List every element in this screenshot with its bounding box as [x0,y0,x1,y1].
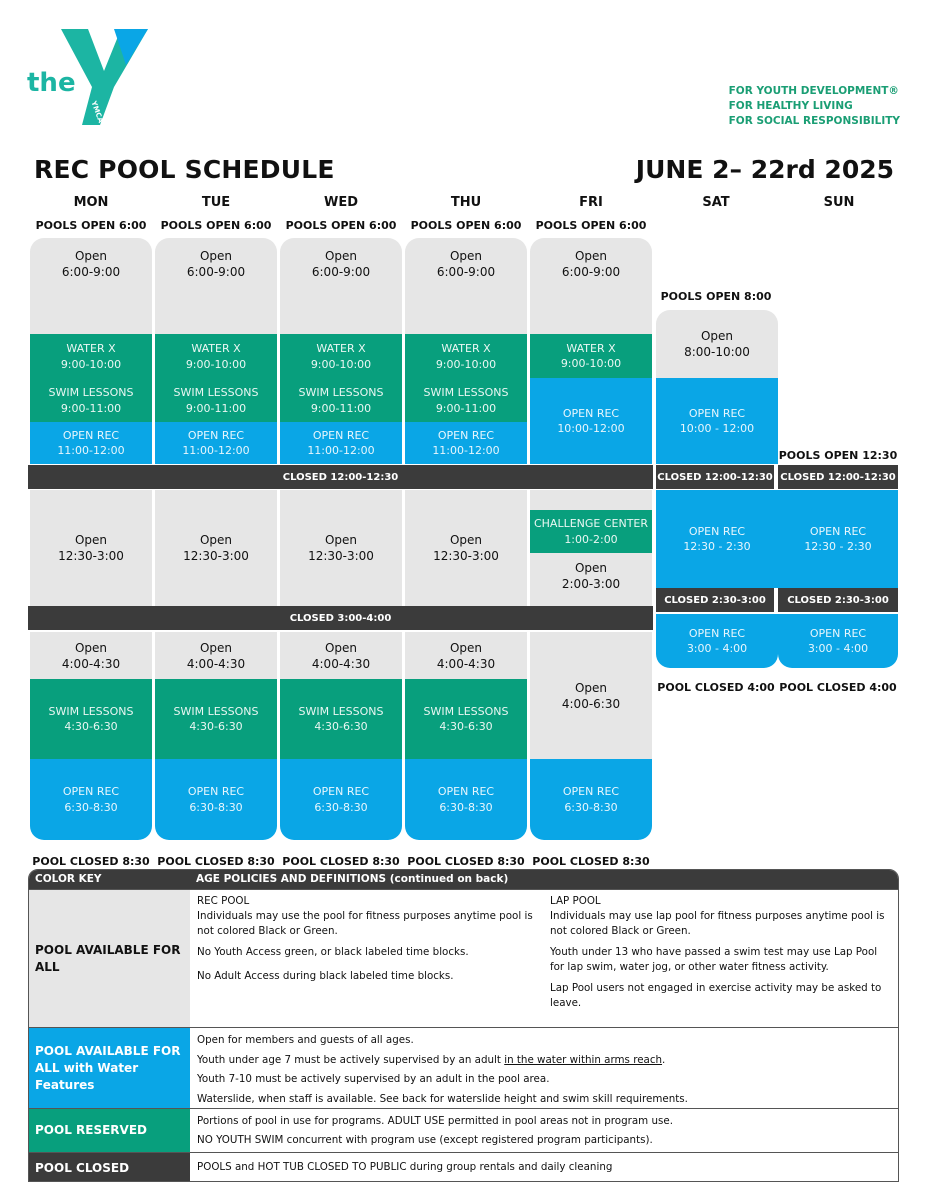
block-title: SWIM LESSONS [423,386,509,399]
policy-line: Youth under 13 who have passed a swim test may use Lap Pool for lap swim, water jog, or other water fitness activity. [550,946,878,973]
schedule-column-mon [30,238,152,840]
closed-policy [197,1160,887,1175]
block-time: 9:00-10:00 [435,357,497,371]
schedule-block-challenge-center [530,510,652,553]
pool-closed-label: POOL CLOSED 8:30 [532,855,650,868]
pool-closed-label: POOL CLOSED 4:00 [657,681,775,694]
closed-bar-noon-sat: CLOSED 12:00-12:30 [656,465,774,489]
policy-line: Open for members and guests of all ages. [197,1034,414,1046]
block-title: Open [74,249,108,263]
block-time: 4:00-4:30 [436,656,496,671]
key-header [29,870,898,889]
day-header-fri: FRI [579,195,603,210]
schedule-block-open [155,490,277,606]
closed-bar-noon-sun: CLOSED 12:00-12:30 [778,465,898,489]
block-time: 6:00-9:00 [311,265,371,279]
block-title: Open [74,533,108,547]
block-title: Open [449,640,483,655]
block-title: OPEN REC [688,524,746,538]
schedule-block-open [405,490,527,606]
policy-line: NO YOUTH SWIM concurrent with program use (except registered program participants). [197,1134,653,1146]
pools-open-label: POOLS OPEN 12:30 [778,449,898,462]
schedule-block-water-x [280,334,402,379]
block-title: OPEN REC [187,428,245,442]
schedule-block-open-rec [30,422,152,464]
policy-line: Youth 7-10 must be actively supervised by an adult in the pool area. [197,1073,550,1085]
policy-line: No Adult Access during black labeled time blocks. [197,970,454,982]
block-time: 11:00-12:00 [432,444,500,457]
lap-pool-title: LAP POOL [550,895,601,907]
block-time: 6:30-8:30 [64,800,118,814]
block-title: SWIM LESSONS [298,704,384,718]
block-time: 6:30-8:30 [564,800,618,814]
block-time: 12:30-3:00 [58,549,124,563]
block-time: 9:00-10:00 [185,357,247,371]
date-range: JUNE 2– 22rd 2025 [635,155,894,184]
schedule-block-open [530,632,652,759]
rec-pool-title: REC POOL [197,895,250,907]
block-time: 6:30-8:30 [314,800,368,814]
schedule-block-swim-lessons [155,379,277,422]
schedule-block-open-rec [778,490,898,588]
block-time: 9:00-10:00 [560,357,622,370]
block-title: WATER X [566,341,616,355]
block-time: 2:00-3:00 [561,577,621,591]
block-title: OPEN REC [688,626,746,640]
schedule-block-open [280,238,402,334]
schedule-block-swim-lessons [30,379,152,422]
block-title: SWIM LESSONS [298,386,384,399]
schedule-block-open-rec [405,759,527,840]
schedule-block-open [280,490,402,606]
schedule-block-water-x [530,334,652,378]
key-swatch-closed: POOL CLOSED [29,1153,190,1182]
tagline-line: FOR YOUTH DEVELOPMENT® [728,85,899,97]
pools-open-label: POOLS OPEN 6:00 [160,219,272,232]
day-header-sun: SUN [823,195,855,210]
closed-bar-noon: CLOSED 12:00-12:30 [28,465,653,489]
block-title: Open [324,249,358,263]
block-title: OPEN REC [312,785,370,798]
policy-period: . [662,1053,666,1066]
block-title: OPEN REC [312,428,370,442]
schedule-block-open [155,632,277,679]
block-time: 12:30 - 2:30 [804,540,872,553]
key-row-reserved [29,1108,898,1152]
schedule-block-open [30,632,152,679]
block-title: OPEN REC [187,785,245,798]
block-time: 4:00-4:30 [61,656,121,671]
water-features-policy [197,1031,887,1109]
schedule-block-swim-lessons [280,379,402,422]
block-time: 10:00-12:00 [557,422,625,435]
block-time: 6:00-9:00 [186,265,246,279]
pool-closed-label: POOL CLOSED 8:30 [32,855,150,868]
block-time: 1:00-2:00 [564,532,618,546]
schedule-column-tue [155,238,277,840]
block-title: SWIM LESSONS [423,704,509,718]
block-title: SWIM LESSONS [173,704,259,718]
schedule-block-open-rec [530,378,652,464]
pool-closed-label: POOL CLOSED 8:30 [407,855,525,868]
schedule-block-swim-lessons [405,679,527,759]
block-title: Open [74,640,108,655]
schedule-block-open-rec [30,759,152,840]
day-header-thu: THU [450,195,482,210]
block-title: CHALLENGE CENTER [533,517,649,530]
block-time: 4:30-6:30 [189,720,243,733]
block-time: 9:00-11:00 [60,401,122,415]
block-title: Open [574,680,608,695]
logo-text: the [27,68,76,98]
block-title: WATER X [191,342,241,355]
block-time: 12:30-3:00 [308,549,374,563]
block-title: Open [199,640,233,655]
key-row-water-features [29,1027,898,1108]
block-time: 4:00-6:30 [561,696,621,711]
key-header-right: AGE POLICIES AND DEFINITIONS (continued on back) [196,873,509,885]
schedule-block-open-rec [656,490,778,588]
pool-closed-label: POOL CLOSED 8:30 [157,855,275,868]
schedule-block-open-rec [778,614,898,668]
day-header-wed: WED [323,195,358,210]
block-time: 4:00-4:30 [311,656,371,671]
tagline [729,84,900,129]
block-time: 11:00-12:00 [57,444,125,457]
day-header-sat: SAT [702,195,730,210]
reserved-policy [197,1112,887,1150]
page-title: REC POOL SCHEDULE [34,155,335,184]
block-time: 3:00 - 4:00 [807,642,869,655]
schedule-block-open-rec [280,422,402,464]
policy-line: Portions of pool in use for programs. ADULT USE permitted in pool areas not in program use. [197,1115,673,1127]
day-header-tue: TUE [201,195,231,210]
block-title: Open [324,533,358,547]
policy-line: Lap Pool users not engaged in exercise activity may be asked to leave. [550,982,882,1009]
block-title: OPEN REC [688,406,746,420]
schedule-block-open-rec [530,759,652,840]
block-time: 9:00-11:00 [185,401,247,415]
pools-open-label: POOLS OPEN 6:00 [410,219,522,232]
schedule-block-open-rec [656,614,778,668]
schedule-block-open [155,238,277,334]
schedule-column-fri [530,238,652,840]
schedule-block-swim-lessons [155,679,277,759]
schedule-block-open [405,632,527,679]
block-time: 6:00-9:00 [61,265,121,279]
pools-open-label: POOLS OPEN 6:00 [35,219,147,232]
block-time: 11:00-12:00 [307,444,375,457]
block-title: OPEN REC [62,785,120,798]
lap-pool-policy [550,894,890,1011]
pool-closed-label: POOL CLOSED 4:00 [779,681,897,694]
policy-line: Individuals may use lap pool for fitness purposes anytime pool is not colored Black or Green. [550,910,885,937]
schedule-block-open [530,238,652,334]
rec-pool-policy [197,894,535,984]
block-title: Open [449,533,483,547]
schedule-block-swim-lessons [405,379,527,422]
key-swatch-reserved: POOL RESERVED [29,1109,190,1152]
schedule-block-open-rec [656,378,778,464]
policy-line: No Youth Access green, or black labeled time blocks. [197,946,469,958]
schedule-block-open [656,310,778,378]
block-time: 6:30-8:30 [439,800,493,814]
key-swatch-open: POOL AVAILABLE FOR ALL [29,890,190,1027]
block-time: 9:00-10:00 [310,357,372,371]
block-title: OPEN REC [437,428,495,442]
tagline-line: FOR SOCIAL RESPONSIBILITY [728,115,900,127]
closed-bar-three: CLOSED 3:00-4:00 [28,606,653,630]
block-time: 6:00-9:00 [436,265,496,279]
color-key-table [28,869,899,1182]
policy-line: Individuals may use the pool for fitness purposes anytime pool is not colored Black or Green. [197,910,533,937]
schedule-block-open [30,490,152,606]
pool-closed-label: POOL CLOSED 8:30 [282,855,400,868]
key-swatch-water-features: POOL AVAILABLE FOR ALL with Water Features [29,1028,190,1108]
block-title: Open [449,249,483,263]
schedule-block-open [30,238,152,334]
schedule-block-water-x [30,334,152,379]
closed-bar-mid-sat: CLOSED 2:30-3:00 [656,588,774,612]
block-title: Open [574,561,608,575]
block-time: 6:00-9:00 [561,265,621,279]
block-title: SWIM LESSONS [48,386,134,399]
block-time: 9:00-10:00 [60,357,122,371]
block-title: OPEN REC [562,785,620,798]
schedule-block-open-rec [405,422,527,464]
schedule-column-wed [280,238,402,840]
tagline-line: FOR HEALTHY LIVING [728,100,853,112]
block-title: WATER X [441,342,491,355]
schedule-block-water-x [405,334,527,379]
key-header-left: COLOR KEY [35,873,102,885]
block-time: 12:30-3:00 [433,549,499,563]
policy-line-group [197,1051,887,1071]
policy-line: Youth under age 7 must be actively supervised by an adult [197,1053,501,1066]
block-title: OPEN REC [62,428,120,442]
block-time: 12:30 - 2:30 [683,540,751,553]
block-time: 4:30-6:30 [64,720,118,733]
schedule-block-open [530,553,652,599]
policy-line: POOLS and HOT TUB CLOSED TO PUBLIC during group rentals and daily cleaning [197,1161,613,1173]
pools-open-label: POOLS OPEN 8:00 [660,290,772,303]
block-time: 12:30-3:00 [183,549,249,563]
closed-bar-mid-sun: CLOSED 2:30-3:00 [778,588,898,612]
block-title: WATER X [66,342,116,355]
pools-open-label: POOLS OPEN 6:00 [285,219,397,232]
schedule-column-sun [778,465,898,668]
policy-line: Waterslide, when staff is available. See back for waterslide height and swim skill requirements. [197,1092,688,1105]
block-title: Open [199,533,233,547]
block-title: SWIM LESSONS [48,704,134,718]
block-time: 4:30-6:30 [314,720,368,733]
pools-open-label: POOLS OPEN 6:00 [535,219,647,232]
block-title: Open [199,249,233,263]
block-title: Open [574,249,608,263]
block-time: 9:00-11:00 [310,401,372,415]
block-title: WATER X [316,342,366,355]
block-time: 10:00 - 12:00 [679,422,755,435]
block-title: Open [700,329,734,343]
schedule-block-open-rec [280,759,402,840]
block-time: 11:00-12:00 [182,444,250,457]
block-title: SWIM LESSONS [173,386,259,399]
schedule-block-water-x [155,334,277,379]
policy-underline: in the water within arms reach [504,1053,663,1066]
day-header-mon: MON [73,195,109,210]
schedule-column-thu [405,238,527,840]
block-title: OPEN REC [562,406,620,420]
block-time: 4:00-4:30 [186,656,246,671]
block-title: OPEN REC [809,626,867,640]
key-row-available [29,889,898,1027]
block-title: OPEN REC [809,524,867,538]
schedule-block-open-rec [155,759,277,840]
key-row-closed [29,1152,898,1182]
block-title: OPEN REC [437,785,495,798]
block-title: Open [324,640,358,655]
schedule-block-open-rec [155,422,277,464]
schedule-block-swim-lessons [280,679,402,759]
schedule-block-swim-lessons [30,679,152,759]
schedule-block-open [405,238,527,334]
schedule-column-sat [656,310,778,668]
block-time: 4:30-6:30 [439,720,493,733]
block-time: 3:00 - 4:00 [686,642,748,655]
logo-ymca: YMCA [89,100,105,124]
block-time: 9:00-11:00 [435,401,497,415]
block-time: 6:30-8:30 [189,800,243,814]
block-time: 8:00-10:00 [684,345,750,359]
schedule-block-open [280,632,402,679]
